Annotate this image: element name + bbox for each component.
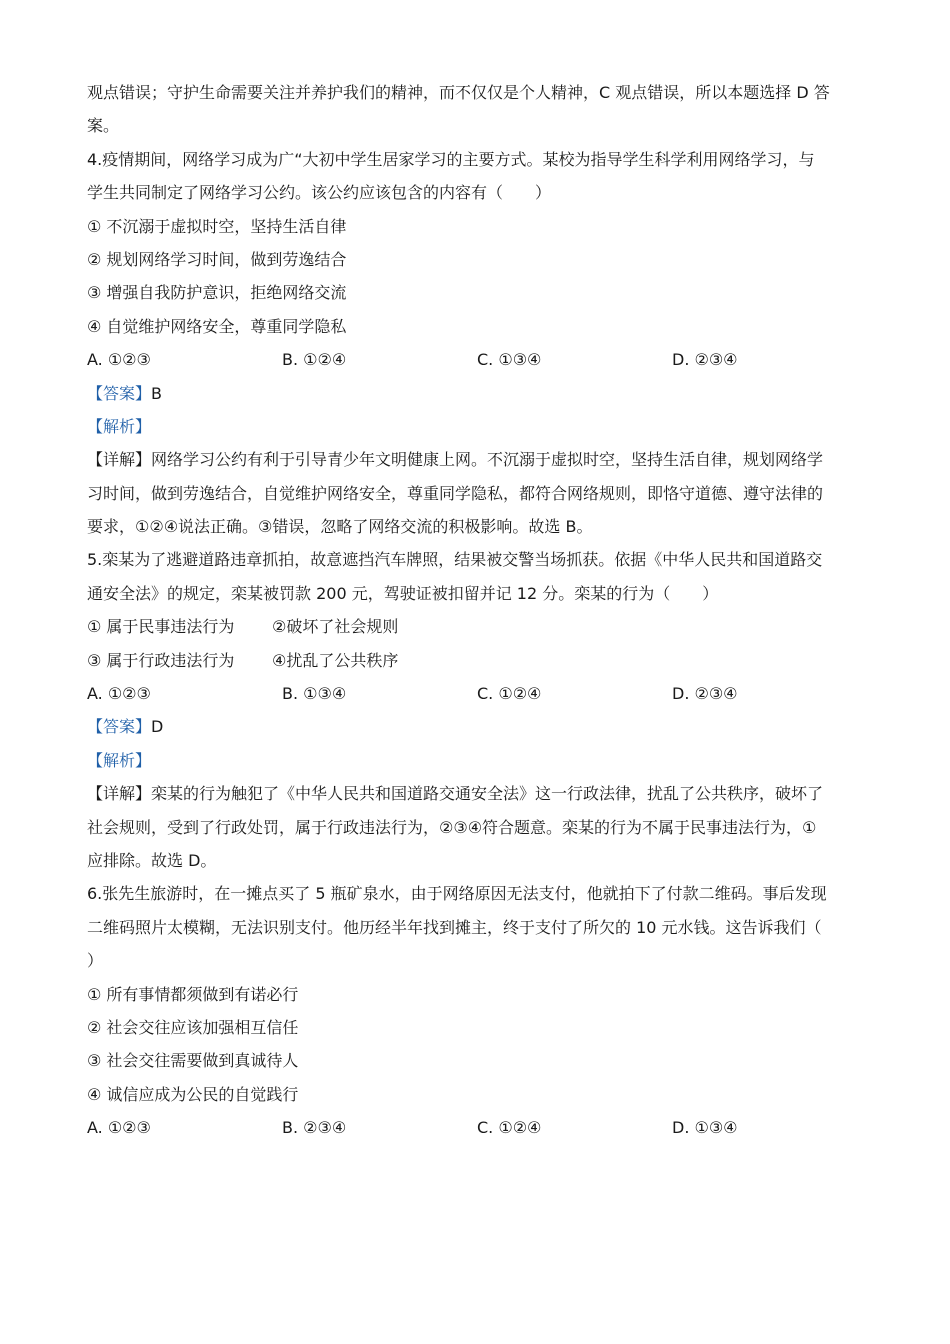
statement-pair (87, 644, 867, 677)
question-stem: 二维码照片太模糊，无法识别支付。他历经半年找到摊主，终于支付了所欠的 10 元水钱。这告诉我们（ (87, 917, 822, 937)
answer-line (87, 710, 867, 743)
statement-item: ③ 属于行政违法行为 (87, 650, 235, 670)
question-4 (87, 143, 867, 544)
statement-pair (87, 610, 867, 643)
option-d: D. ②③④ (672, 684, 738, 704)
statement-item: ②破坏了社会规则 (272, 617, 399, 637)
document-page (87, 76, 867, 1145)
statement-item: ① 所有事情都须做到有诺必行 (87, 984, 299, 1004)
analysis-line (87, 410, 867, 443)
answer-value: B (151, 383, 162, 403)
question-6 (87, 877, 867, 1144)
question-stem: ） (87, 951, 104, 971)
option-c: C. ①②④ (477, 684, 542, 704)
question-stem: 5.栾某为了逃避道路违章抓拍，故意遮挡汽车牌照，结果被交警当场抓获。依据《中华人民共和国道路交 (87, 550, 823, 570)
option-b: B. ①③④ (282, 684, 347, 704)
answer-options (87, 343, 867, 376)
answer-label: 【答案】 (87, 717, 152, 737)
question-stem: 4.疫情期间，网络学习成为广“大初中学生居家学习的主要方式。某校为指导学生科学利用网络学习，与 (87, 149, 815, 169)
statement-item: ② 社会交往应该加强相互信任 (87, 1017, 299, 1037)
detail-line (87, 443, 867, 476)
statement-item: ④ 自觉维护网络安全，尊重同学隐私 (87, 316, 347, 336)
option-b: B. ①②④ (282, 350, 347, 370)
detail-line: 社会规则，受到了行政处罚，属于行政违法行为，②③④符合题意。栾某的行为不属于民事违法行为，① (87, 817, 817, 837)
detail-label: 【详解】 (87, 450, 152, 470)
question-stem: 通安全法》的规定，栾某被罚款 200 元，驾驶证被扣留并记 12 分。栾某的行为（ ） (87, 583, 719, 603)
question-stem: 学生共同制定了网络学习公约。该公约应该包含的内容有（ ） (87, 183, 552, 203)
detail-text: 栾某的行为触犯了《中华人民共和国道路交通安全法》这一行政法律，扰乱了公共秩序，破坏了 (151, 784, 824, 804)
option-c: C. ①③④ (477, 350, 542, 370)
detail-line: 应排除。故选 D。 (87, 850, 217, 870)
option-a: A. ①②③ (87, 350, 151, 370)
statement-item: ③ 社会交往需要做到真诚待人 (87, 1051, 299, 1071)
detail-line (87, 777, 867, 810)
detail-line: 习时间，做到劳逸结合，自觉维护网络安全，尊重同学隐私，都符合网络规则，即恪守道德、遵守法律的 (87, 483, 824, 503)
question-stem: 6.张先生旅游时，在一摊点买了 5 瓶矿泉水，由于网络原因无法支付，他就拍下了付款二维码。事后发现 (87, 884, 827, 904)
detail-line: 要求，①②④说法正确。③错误，忽略了网络交流的积极影响。故选 B。 (87, 517, 593, 537)
answer-options (87, 677, 867, 710)
text-line: 案。 (87, 116, 120, 136)
option-d: D. ②③④ (672, 350, 738, 370)
statement-item: ① 不沉溺于虚拟时空，坚持生活自律 (87, 216, 347, 236)
answer-value: D (151, 717, 164, 737)
option-b: B. ②③④ (282, 1118, 347, 1138)
statement-item: ① 属于民事违法行为 (87, 617, 235, 637)
option-a: A. ①②③ (87, 684, 151, 704)
option-c: C. ①②④ (477, 1118, 542, 1138)
option-d: D. ①③④ (672, 1118, 738, 1138)
statement-item: ④扰乱了公共秩序 (272, 650, 399, 670)
detail-label: 【详解】 (87, 784, 152, 804)
statement-item: ② 规划网络学习时间，做到劳逸结合 (87, 249, 347, 269)
analysis-label: 【解析】 (87, 416, 152, 436)
answer-line (87, 377, 867, 410)
detail-text: 网络学习公约有利于引导青少年文明健康上网。不沉溺于虚拟时空，坚持生活自律，规划网络学 (151, 450, 824, 470)
text-line: 观点错误；守护生命需要关注并养护我们的精神，而不仅仅是个人精神，C 观点错误，所以本题选择 D 答 (87, 83, 830, 102)
answer-options (87, 1111, 867, 1144)
analysis-label: 【解析】 (87, 750, 152, 770)
statement-item: ④ 诚信应成为公民的自觉践行 (87, 1084, 299, 1104)
analysis-line (87, 744, 867, 777)
answer-label: 【答案】 (87, 383, 152, 403)
question-5 (87, 543, 867, 877)
statement-item: ③ 增强自我防护意识，拒绝网络交流 (87, 283, 347, 303)
option-a: A. ①②③ (87, 1118, 151, 1138)
